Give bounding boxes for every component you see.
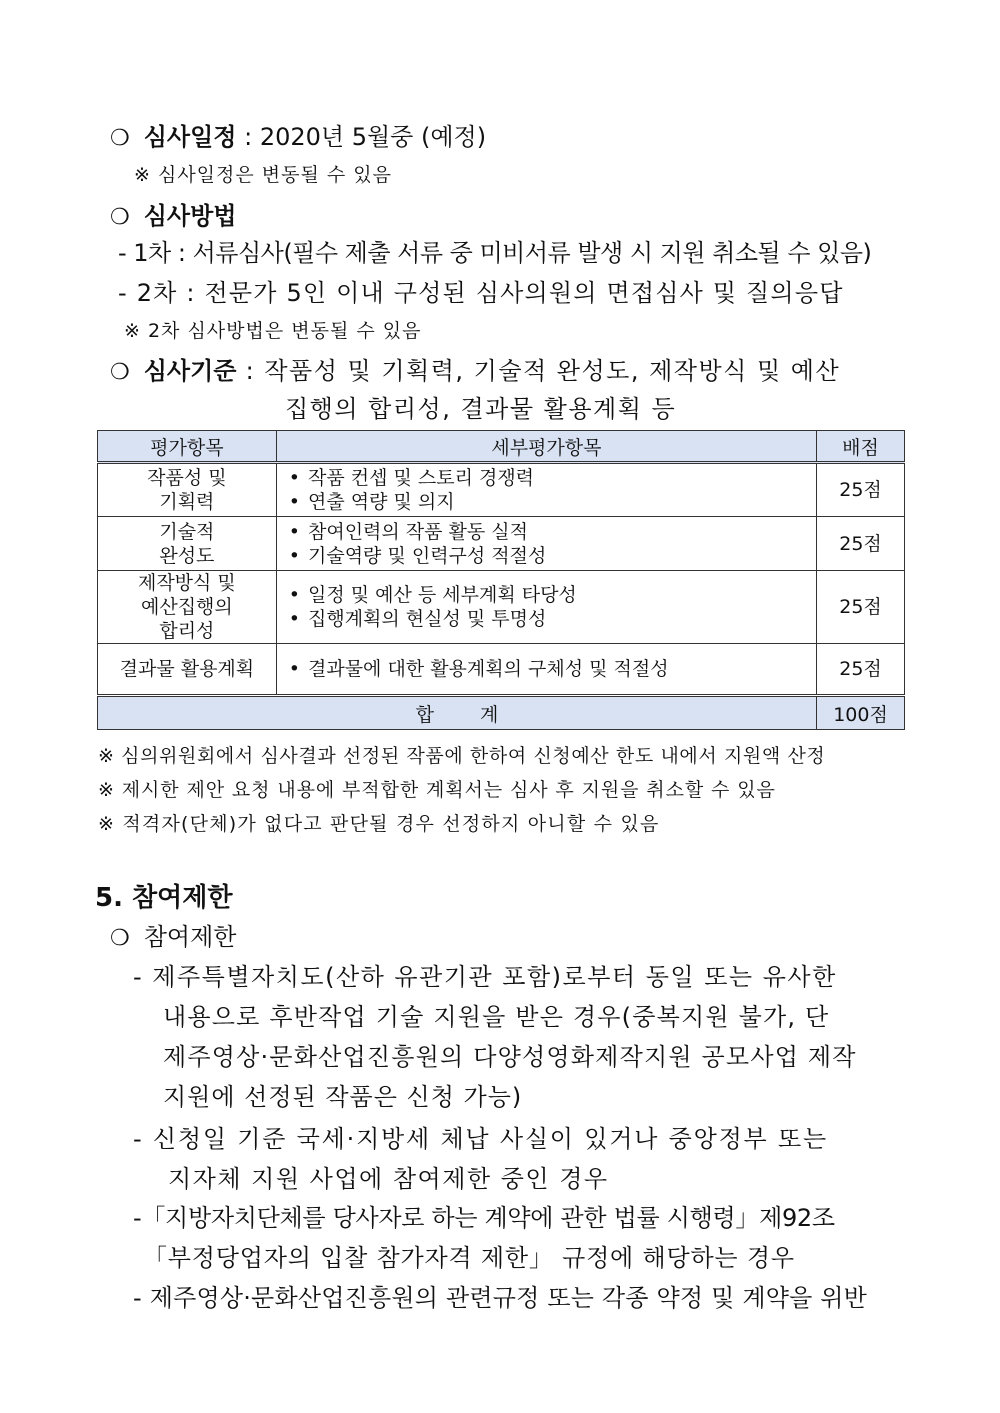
restriction-item-1b: 내용으로 후반작업 기술 지원을 받은 경우(중복지원 불가, 단 bbox=[163, 1003, 830, 1031]
restriction-item-4: - 제주영상·문화산업진흥원의 관련규정 또는 각종 약정 및 계약을 위반 bbox=[133, 1284, 868, 1312]
total-score: 100점 bbox=[817, 696, 905, 730]
schedule-line bbox=[110, 117, 486, 152]
schedule-note: ※ 심사일정은 변동될 수 있음 bbox=[134, 164, 392, 186]
total-label: 합 계 bbox=[98, 696, 817, 730]
criteria-text-1: : 작품성 및 기획력, 기술적 완성도, 제작방식 및 예산 bbox=[236, 357, 841, 385]
note-3: ※ 적격자(단체)가 없다고 판단될 경우 선정하지 아니할 수 있음 bbox=[98, 813, 660, 835]
circle-bullet-icon: ❍ bbox=[110, 926, 130, 951]
method-line-2: - 2차 : 전문가 5인 이내 구성된 심사의원의 면접심사 및 질의응답 bbox=[118, 279, 844, 307]
table-row bbox=[98, 463, 905, 517]
score-cell: 25점 bbox=[817, 571, 905, 644]
score-cell: 25점 bbox=[817, 644, 905, 696]
table-row bbox=[98, 571, 905, 644]
restriction-item-2a: - 신청일 기준 국세·지방세 체납 사실이 있거나 중앙정부 또는 bbox=[133, 1125, 828, 1153]
table-row bbox=[98, 517, 905, 571]
method-note: ※ 2차 심사방법은 변동될 수 있음 bbox=[124, 320, 422, 342]
details-cell: • 일정 및 예산 등 세부계획 타당성 • 집행계획의 현실성 및 투명성 bbox=[276, 571, 816, 644]
table-row bbox=[98, 644, 905, 696]
method-line-1: - 1차 : 서류심사(필수 제출 서류 중 미비서류 발생 시 지원 취소될 수 있음) bbox=[118, 239, 872, 267]
criteria-text-2: 집행의 합리성, 결과물 활용계획 등 bbox=[285, 395, 677, 423]
item-cell: 결과물 활용계획 bbox=[98, 644, 277, 696]
note-2: ※ 제시한 제안 요청 내용에 부적합한 계획서는 심사 후 지원을 취소할 수 있음 bbox=[98, 779, 776, 801]
header-item: 평가항목 bbox=[98, 431, 277, 463]
restriction-item-1c: 제주영상·문화산업진흥원의 다양성영화제작지원 공모사업 제작 bbox=[163, 1043, 857, 1071]
restriction-line bbox=[110, 917, 236, 952]
restriction-item-2b: 지자체 지원 사업에 참여제한 중인 경우 bbox=[168, 1165, 609, 1193]
item-cell: 작품성 및 기획력 bbox=[98, 463, 277, 517]
score-cell: 25점 bbox=[817, 463, 905, 517]
schedule-label: 심사일정 bbox=[143, 123, 237, 151]
criteria-line bbox=[110, 351, 840, 386]
circle-bullet-icon: ❍ bbox=[110, 360, 130, 385]
restriction-item-3a: -「지방자치단체를 당사자로 하는 계약에 관한 법률 시행령」제92조 bbox=[133, 1204, 835, 1232]
restriction-item-1d: 지원에 선정된 작품은 신청 가능) bbox=[163, 1083, 523, 1111]
header-score: 배점 bbox=[817, 431, 905, 463]
details-cell: • 결과물에 대한 활용계획의 구체성 및 적절성 bbox=[276, 644, 816, 696]
restriction-label: 참여제한 bbox=[143, 923, 237, 951]
details-cell: • 참여인력의 작품 활동 실적 • 기술역량 및 인력구성 적절성 bbox=[276, 517, 816, 571]
evaluation-table bbox=[97, 430, 905, 730]
schedule-text: : 2020년 5월중 (예정) bbox=[236, 123, 487, 151]
criteria-label: 심사기준 bbox=[143, 357, 237, 385]
restriction-item-3b: 「부정당업자의 입찰 참가자격 제한」 규정에 해당하는 경우 bbox=[143, 1244, 795, 1272]
table-header-row bbox=[98, 431, 905, 463]
item-cell: 기술적 완성도 bbox=[98, 517, 277, 571]
details-cell: • 작품 컨셉 및 스토리 경쟁력 • 연출 역량 및 의지 bbox=[276, 463, 816, 517]
section-heading: 5. 참여제한 bbox=[95, 883, 233, 913]
circle-bullet-icon: ❍ bbox=[110, 205, 130, 230]
method-label: 심사방법 bbox=[143, 202, 237, 230]
circle-bullet-icon: ❍ bbox=[110, 126, 130, 151]
note-1: ※ 심의위원회에서 심사결과 선정된 작품에 한하여 신청예산 한도 내에서 지원액 산정 bbox=[98, 745, 826, 767]
item-cell: 제작방식 및 예산집행의 합리성 bbox=[98, 571, 277, 644]
restriction-item-1a: - 제주특별자치도(산하 유관기관 포함)로부터 동일 또는 유사한 bbox=[133, 963, 837, 991]
score-cell: 25점 bbox=[817, 517, 905, 571]
total-row bbox=[98, 696, 905, 730]
method-line bbox=[110, 196, 236, 231]
header-details: 세부평가항목 bbox=[276, 431, 816, 463]
